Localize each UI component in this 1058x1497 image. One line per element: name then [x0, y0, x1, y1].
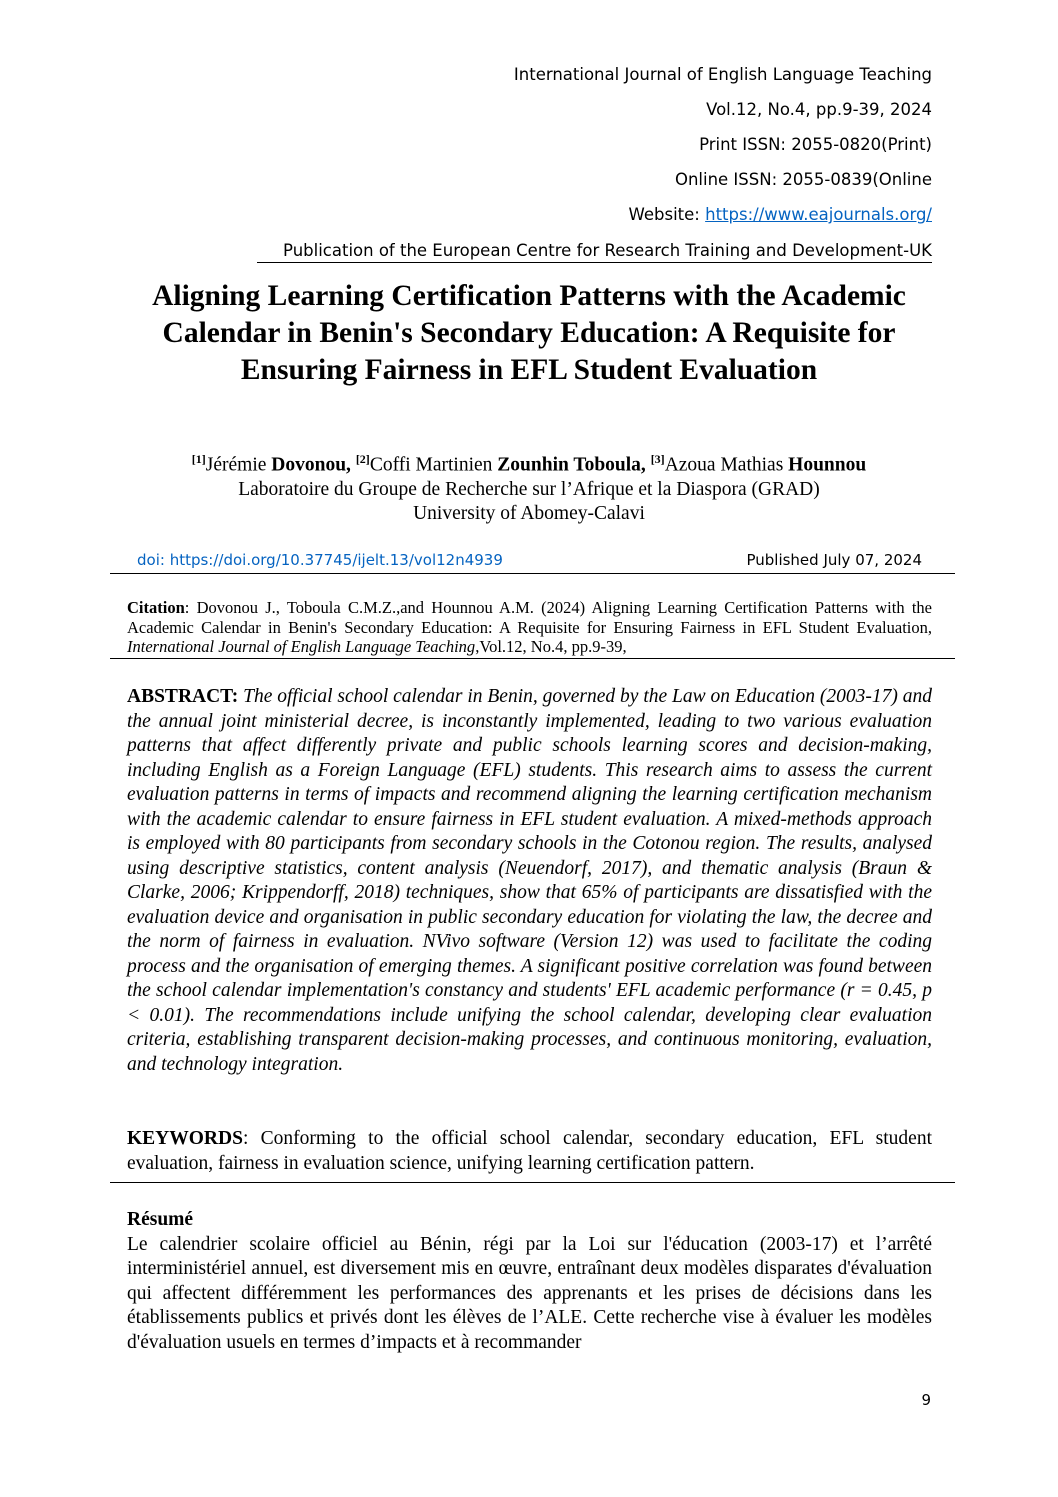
author-1-given: Jérémie [205, 454, 272, 476]
abstract-label: ABSTRACT: [127, 686, 239, 707]
author-3-given: Azoua Mathias [664, 454, 789, 476]
keywords-divider [110, 1182, 955, 1183]
author-1-marker: [1] [191, 452, 206, 466]
author-2-marker: [2] [355, 452, 370, 466]
author-1-family: Dovonou, [271, 454, 351, 476]
university: University of Abomey-Calavi [413, 502, 645, 524]
abstract-text: The official school calendar in Benin, governed by the Law on Education (2003-17) and the annual joint ministerial decree, is inconstantly implemented, leading to two various evaluation patterns that affect differently private and public schools learning scores and decision-making, including English as a Foreign Language (EFL) students. This research aims to assess the current evaluation patterns in terms of impacts and recommend aligning the learning certification mechanism with the academic calendar to ensure fairness in EFL student evaluation. A mixed-methods approach is employed with 80 participants from secondary schools in the Cotonou region. The results, analysed using descriptive statistics, content analysis (Neuendorf, 2017), and thematic analysis (Braun & Clarke, 2006; Krippendorff, 2018) techniques, show that 65% of participants are dissatisfied with the evaluation device and organisation in public secondary education for violating the law, the decree and the norm of fairness in evaluation. NVivo software (Version 12) was used to facilitate the coding process and the organisation of emerging themes. A significant positive correlation was found between the school calendar implementation's constancy and students' EFL academic performance (r = 0.45, p < 0.01). The recommendations include unifying the school calendar, developing clear evaluation criteria, establishing transparent decision-making processes, and continuous monitoring, evaluation, and technology integration. [127, 686, 933, 1075]
abstract [127, 685, 932, 1077]
online-issn: Online ISSN: 2055-0839(Online [674, 170, 932, 189]
author-3-marker: [3] [650, 452, 665, 466]
author-2-family: Zounhin Toboula, [497, 454, 646, 476]
author-2-given: Coffi Martinien [369, 454, 498, 476]
keywords [127, 1127, 932, 1176]
website-link[interactable]: https://www.eajournals.org/ [705, 205, 932, 224]
citation [127, 598, 932, 657]
affiliation: Laboratoire du Groupe de Recherche sur l’Afrique et la Diaspora (GRAD) [238, 478, 820, 500]
citation-label: Citation [127, 598, 185, 617]
journal-header [152, 64, 932, 239]
print-issn: Print ISSN: 2055-0820(Print) [699, 135, 932, 154]
published-date: Published July 07, 2024 [746, 551, 922, 569]
volume-info: Vol.12, No.4, pp.9-39, 2024 [706, 100, 932, 119]
citation-journal: International Journal of English Language Teaching [127, 637, 476, 656]
doi-link[interactable]: doi: https://doi.org/10.37745/ijelt.13/vol12n4939 [137, 551, 503, 569]
keywords-text: : Conforming to the official school calendar, secondary education, EFL student evaluation, fairness in evaluation science, unifying learning certification pattern. [127, 1128, 932, 1174]
paper-title: Aligning Learning Certification Patterns with the Academic Calendar in Benin's Secondary Education: A Requisite for Ensuring Fairness in EFL Student Evaluation [152, 280, 906, 386]
author-names [110, 447, 948, 478]
citation-divider [110, 658, 955, 659]
doi-row [110, 551, 955, 574]
author-3-family: Hounnou [788, 454, 867, 476]
resume-heading: Résumé [127, 1209, 194, 1230]
citation-text: : Dovonou J., Toboula C.M.Z.,and Hounnou A.M. (2024) Aligning Learning Certification Patterns with the Academic Calendar in Benin's Secondary Education: A Requisite for Ensuring Fairness in EFL Student Evaluation, [127, 598, 932, 637]
website-line [152, 204, 932, 239]
publisher-line: Publication of the European Centre for Research Training and Development-UK [257, 241, 932, 263]
journal-name: International Journal of English Language Teaching [513, 65, 932, 84]
keywords-label: KEYWORDS [127, 1128, 243, 1149]
resume [127, 1208, 932, 1355]
author-block [110, 447, 948, 526]
website-label: Website: [628, 205, 706, 224]
resume-text: Le calendrier scolaire officiel au Bénin, régi par la Loi sur l'éducation (2003-17) et l’arrêté interministériel annuel, est diversement mis en œuvre, entraînant deux modèles disparates d'évaluation qui affectent différemment les performances des apprenants et les prises de décisions dans les établissements publics et privés dont les élèves de l’ALE. Cette recherche vise à évaluer les modèles d'évaluation usuels en termes d’impacts et à recommander [127, 1233, 932, 1353]
citation-tail: ,Vol.12, No.4, pp.9-39, [475, 637, 627, 656]
page-number: 9 [921, 1391, 931, 1409]
